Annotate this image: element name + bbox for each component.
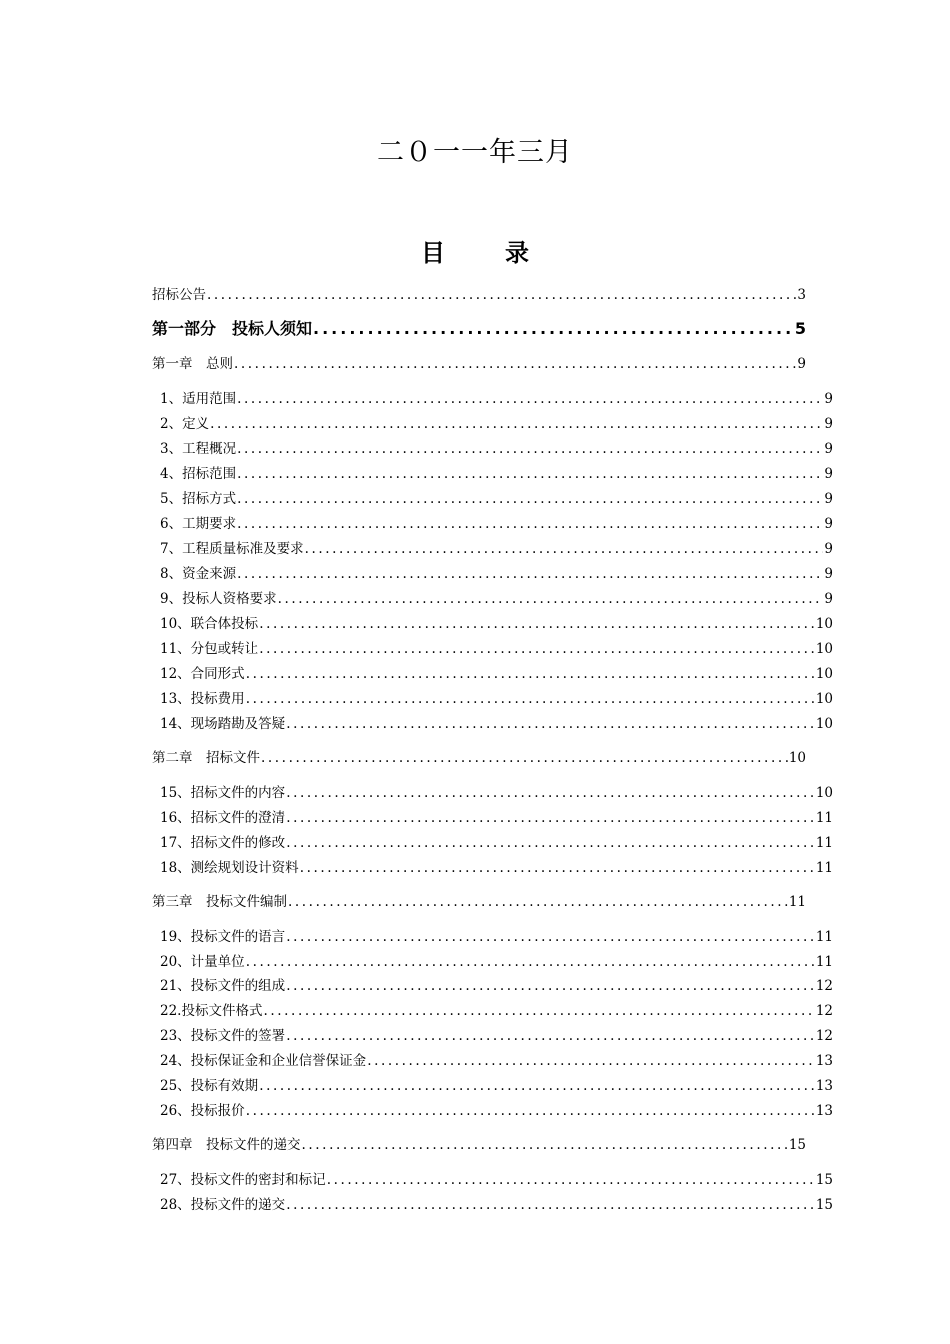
- toc-leader-dots: [305, 540, 824, 558]
- toc-leader-dots: [237, 465, 823, 483]
- toc-row[interactable]: [160, 590, 833, 608]
- toc-entry-label: 11、分包或转让: [160, 641, 259, 657]
- toc-entry-label: 18、测绘规划设计资料: [160, 860, 299, 876]
- toc-entry-label: 4、招标范围: [160, 466, 237, 482]
- toc-row[interactable]: [160, 665, 833, 683]
- toc-entry-label: 3、工程概况: [160, 441, 237, 457]
- toc-entry-label: 28、投标文件的递交: [160, 1197, 286, 1213]
- toc-leader-dots: [286, 834, 815, 852]
- toc-entry-page: 11: [815, 954, 833, 970]
- toc-row[interactable]: [160, 977, 833, 995]
- date-line: 二０一一年三月: [377, 137, 573, 168]
- toc-leader-dots: [237, 390, 823, 408]
- toc-entry-label: 10、联合体投标: [160, 616, 259, 632]
- toc-leader-dots: [237, 515, 823, 533]
- toc-entry-page: 13: [815, 1103, 833, 1119]
- toc-row[interactable]: [160, 1052, 833, 1070]
- toc-leader-dots: [300, 859, 815, 877]
- toc-entry-label: 24、投标保证金和企业信誉保证金: [160, 1053, 367, 1069]
- toc-leader-dots: [286, 715, 815, 733]
- toc-leader-dots: [261, 749, 788, 767]
- toc-entry-label: 26、投标报价: [160, 1103, 245, 1119]
- toc-entry-page: 12: [815, 1028, 833, 1044]
- toc-row[interactable]: [152, 286, 806, 304]
- toc-entry-label: 9、投标人资格要求: [160, 591, 277, 607]
- toc-entry-page: 12: [815, 978, 833, 994]
- toc-row[interactable]: [152, 355, 806, 373]
- toc-entry-label: 16、招标文件的澄清: [160, 810, 286, 826]
- toc-entry-page: 11: [788, 894, 806, 910]
- toc-entry-page: 10: [815, 616, 833, 632]
- toc-entry-page: 12: [815, 1003, 833, 1019]
- toc-leader-dots: [286, 977, 815, 995]
- toc-entry-label: 25、投标有效期: [160, 1078, 259, 1094]
- toc-title-first: 目: [421, 239, 445, 267]
- toc-entry-page: 3: [797, 287, 806, 303]
- toc-row[interactable]: [160, 690, 833, 708]
- toc-entry-page: 10: [815, 666, 833, 682]
- toc-leader-dots: [263, 1002, 814, 1020]
- toc-entry-label: 第一章 总则: [152, 356, 233, 372]
- toc-entry-label: 23、投标文件的签署: [160, 1028, 286, 1044]
- toc-entry-page: 9: [797, 356, 806, 372]
- toc-leader-dots: [278, 590, 824, 608]
- toc-row[interactable]: [160, 859, 833, 877]
- toc-row[interactable]: [160, 953, 833, 971]
- toc-row[interactable]: [160, 928, 833, 946]
- toc-entry-page: 10: [815, 716, 833, 732]
- toc-entry-label: 19、投标文件的语言: [160, 929, 286, 945]
- toc-entry-label: 5、招标方式: [160, 491, 237, 507]
- toc-title-second: 录: [505, 239, 529, 267]
- toc-row[interactable]: [152, 1136, 806, 1154]
- toc-row[interactable]: [152, 893, 806, 911]
- toc-entry-label: 17、招标文件的修改: [160, 835, 286, 851]
- toc-entry-label: 15、招标文件的内容: [160, 785, 286, 801]
- toc-row[interactable]: [160, 490, 833, 508]
- toc-entry-page: 11: [815, 860, 833, 876]
- toc-entry-page: 11: [815, 929, 833, 945]
- toc-row[interactable]: [160, 1027, 833, 1045]
- toc-entry-page: 9: [824, 541, 833, 557]
- toc-row[interactable]: [160, 390, 833, 408]
- toc-entry-label: 14、现场踏勘及答疑: [160, 716, 286, 732]
- toc-leader-dots: [259, 615, 815, 633]
- toc-entry-page: 10: [815, 691, 833, 707]
- toc-entry-page: 13: [815, 1053, 833, 1069]
- toc-row[interactable]: [160, 1077, 833, 1095]
- toc-leader-dots: [327, 1171, 815, 1189]
- toc-entry-page: 11: [815, 835, 833, 851]
- toc-entry-label: 第一部分 投标人须知: [152, 319, 313, 338]
- toc-entry-page: 9: [824, 441, 833, 457]
- toc-entry-label: 27、投标文件的密封和标记: [160, 1172, 326, 1188]
- toc-leader-dots: [286, 1027, 815, 1045]
- toc-leader-dots: [288, 893, 788, 911]
- toc-leader-dots: [237, 440, 823, 458]
- toc-entry-page: 15: [815, 1172, 833, 1188]
- toc-row[interactable]: [152, 320, 806, 338]
- toc-leader-dots: [246, 953, 815, 971]
- toc-leader-dots: [286, 784, 815, 802]
- toc-entry-page: 9: [824, 491, 833, 507]
- toc-leader-dots: [237, 565, 823, 583]
- toc-leader-dots: [237, 490, 823, 508]
- toc-entry-page: 9: [824, 566, 833, 582]
- toc-leader-dots: [367, 1052, 815, 1070]
- toc-row[interactable]: [160, 640, 833, 658]
- toc-leader-dots: [313, 320, 794, 338]
- toc-row[interactable]: [160, 565, 833, 583]
- toc-entry-label: 22.投标文件格式: [160, 1003, 263, 1019]
- toc-row[interactable]: [160, 1002, 833, 1020]
- toc-row[interactable]: [160, 540, 833, 558]
- toc-entry-label: 13、投标费用: [160, 691, 245, 707]
- toc-entry-label: 2、定义: [160, 416, 210, 432]
- toc-row[interactable]: [160, 784, 833, 802]
- toc-row[interactable]: [160, 834, 833, 852]
- toc-leader-dots: [246, 665, 815, 683]
- toc-entry-page: 10: [815, 785, 833, 801]
- toc-entry-page: 9: [824, 466, 833, 482]
- toc-entry-label: 20、计量单位: [160, 954, 245, 970]
- toc-entry-page: 9: [824, 516, 833, 532]
- toc-entry-label: 第三章 投标文件编制: [152, 894, 287, 910]
- toc-entry-label: 21、投标文件的组成: [160, 978, 286, 994]
- toc-leader-dots: [210, 415, 823, 433]
- toc-row[interactable]: [160, 415, 833, 433]
- toc-title: [0, 233, 950, 268]
- toc-entry-label: 第二章 招标文件: [152, 750, 260, 766]
- toc-leader-dots: [286, 928, 815, 946]
- toc-entry-page: 9: [824, 416, 833, 432]
- toc-entry-page: 10: [788, 750, 806, 766]
- toc-leader-dots: [302, 1136, 788, 1154]
- toc-row[interactable]: [160, 1196, 833, 1214]
- toc-leader-dots: [234, 355, 796, 373]
- toc-leader-dots: [246, 1102, 815, 1120]
- toc-entry-page: 11: [815, 810, 833, 826]
- toc-leader-dots: [207, 286, 796, 304]
- toc-entry-label: 7、工程质量标准及要求: [160, 541, 304, 557]
- toc-entry-page: 10: [815, 641, 833, 657]
- toc-row[interactable]: [160, 809, 833, 827]
- toc-row[interactable]: [160, 715, 833, 733]
- toc-entry-label: 8、资金来源: [160, 566, 237, 582]
- toc-entry-page: 15: [815, 1197, 833, 1213]
- toc-leader-dots: [286, 1196, 815, 1214]
- toc-row[interactable]: [160, 465, 833, 483]
- toc-entry-label: 1、适用范围: [160, 391, 237, 407]
- toc-row[interactable]: [160, 615, 833, 633]
- toc-entry-label: 招标公告: [152, 287, 206, 303]
- toc-entry-page: 9: [824, 391, 833, 407]
- toc-entry-page: 5: [794, 319, 806, 338]
- toc-leader-dots: [286, 809, 815, 827]
- toc-entry-label: 第四章 投标文件的递交: [152, 1137, 301, 1153]
- toc-row[interactable]: [160, 440, 833, 458]
- toc-row[interactable]: [160, 1171, 833, 1189]
- toc-entry-label: 6、工期要求: [160, 516, 237, 532]
- toc-leader-dots: [259, 640, 815, 658]
- toc-entry-page: 9: [824, 591, 833, 607]
- toc-entry-label: 12、合同形式: [160, 666, 245, 682]
- toc-row[interactable]: [160, 515, 833, 533]
- toc-row[interactable]: [160, 1102, 833, 1120]
- toc-leader-dots: [246, 690, 815, 708]
- toc-leader-dots: [259, 1077, 815, 1095]
- toc-row[interactable]: [152, 749, 806, 767]
- toc-entry-page: 13: [815, 1078, 833, 1094]
- toc-entry-page: 15: [788, 1137, 806, 1153]
